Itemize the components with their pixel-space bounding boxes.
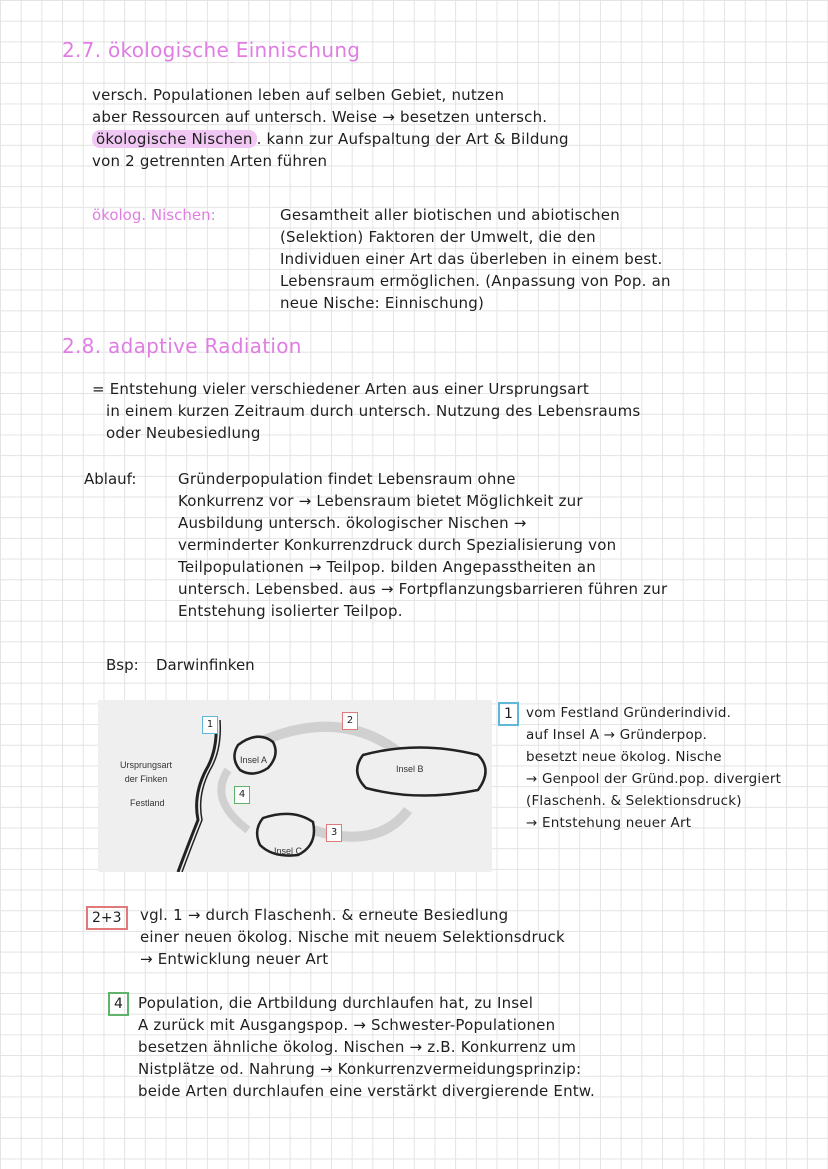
- ablauf-line: Konkurrenz vor → Lebensraum bietet Möglichkeit zur: [178, 492, 583, 510]
- section-27-intro: [92, 84, 569, 172]
- example-value: Darwinfinken: [156, 656, 255, 674]
- niche-definition: [280, 204, 671, 314]
- origin-species-label: [120, 758, 172, 786]
- note-line: besetzen ähnliche ökolog. Nischen → z.B. Konkurrenz um: [138, 1038, 577, 1056]
- origin-label-line: der Finken: [124, 774, 168, 784]
- ablauf-line: verminderter Konkurrenzdruck durch Spezialisierung von: [178, 536, 617, 554]
- example-label: Bsp:: [106, 656, 139, 674]
- origin-label-line: Ursprungsart: [120, 760, 173, 770]
- island-c-label: Insel C: [274, 846, 303, 856]
- definition-line: = Entstehung vieler verschiedener Arten aus einer Ursprungsart: [92, 380, 589, 398]
- island-a-label: Insel A: [240, 755, 268, 765]
- definition-line: Individuen einer Art das überleben in einem best.: [280, 250, 663, 268]
- definition-line: Gesamtheit aller biotischen und abiotischen: [280, 206, 620, 224]
- note-1-badge: 1: [498, 702, 519, 726]
- darwin-finches-diagram: [98, 700, 492, 872]
- note-line: vom Festland Gründerindivid.: [526, 705, 732, 721]
- ablauf-text: [178, 468, 667, 622]
- marker-2: 2: [342, 712, 358, 730]
- marker-3: 3: [326, 824, 342, 842]
- intro-line: versch. Populationen leben auf selben Gebiet, nutzen: [92, 86, 505, 104]
- radiation-definition: [92, 378, 640, 444]
- note-line: vgl. 1 → durch Flaschenh. & erneute Besiedlung: [140, 906, 509, 924]
- intro-continuation: . kann zur Aufspaltung der Art & Bildung: [256, 130, 569, 148]
- note-line: besetzt neue ökolog. Nische: [526, 749, 722, 765]
- highlighted-term: ökologische Nischen: [92, 130, 257, 148]
- ablauf-label: Ablauf:: [84, 470, 137, 488]
- ablauf-line: Teilpopulationen → Teilpop. bilden Angepasstheiten an: [178, 558, 596, 576]
- note-line: (Flaschenh. & Selektionsdruck): [526, 793, 742, 809]
- note-line: → Genpool der Gründ.pop. divergiert: [526, 771, 782, 787]
- definition-line: in einem kurzen Zeitraum durch untersch. Nutzung des Lebensraums: [106, 402, 641, 420]
- note-line: auf Insel A → Gründerpop.: [526, 727, 708, 743]
- note-line: A zurück mit Ausgangspop. → Schwester-Populationen: [138, 1016, 556, 1034]
- note-line: → Entstehung neuer Art: [526, 815, 692, 831]
- island-b-label: Insel B: [396, 764, 424, 774]
- section-28-title: 2.8. adaptive Radiation: [62, 334, 302, 358]
- ablauf-line: Entstehung isolierter Teilpop.: [178, 602, 403, 620]
- definition-line: (Selektion) Faktoren der Umwelt, die den: [280, 228, 596, 246]
- ablauf-line: untersch. Lebensbed. aus → Fortpflanzungsbarrieren führen zur: [178, 580, 668, 598]
- note-line: → Entwicklung neuer Art: [140, 950, 329, 968]
- ablauf-line: Ausbildung untersch. ökologischer Nischen →: [178, 514, 527, 532]
- note-1-text: [526, 702, 781, 834]
- mainland-coast: [178, 720, 216, 872]
- section-27-title: 2.7. ökologische Einnischung: [62, 38, 361, 62]
- definition-line: neue Nische: Einnischung): [280, 294, 485, 312]
- marker-4: 4: [234, 786, 250, 804]
- intro-line: aber Ressourcen auf untersch. Weise → besetzen untersch.: [92, 108, 548, 126]
- definition-line: oder Neubesiedlung: [106, 424, 261, 442]
- note-23-badge: 2+3: [86, 906, 128, 930]
- note-line: einer neuen ökolog. Nische mit neuem Selektionsdruck: [140, 928, 565, 946]
- note-23-text: [140, 904, 565, 970]
- intro-line: von 2 getrennten Arten führen: [92, 152, 328, 170]
- niche-definition-label: ökolog. Nischen:: [92, 206, 216, 224]
- ablauf-line: Gründerpopulation findet Lebensraum ohne: [178, 470, 516, 488]
- note-line: Population, die Artbildung durchlaufen hat, zu Insel: [138, 994, 534, 1012]
- definition-line: Lebensraum ermöglichen. (Anpassung von Pop. an: [280, 272, 671, 290]
- note-4-text: [138, 992, 595, 1102]
- mainland-label: Festland: [130, 798, 165, 808]
- marker-1: 1: [202, 716, 218, 734]
- note-line: beide Arten durchlaufen eine verstärkt divergierende Entw.: [138, 1082, 595, 1100]
- intro-line-highlight: [92, 128, 569, 150]
- note-line: Nistplätze od. Nahrung → Konkurrenzvermeidungsprinzip:: [138, 1060, 582, 1078]
- note-4-badge: 4: [108, 992, 129, 1016]
